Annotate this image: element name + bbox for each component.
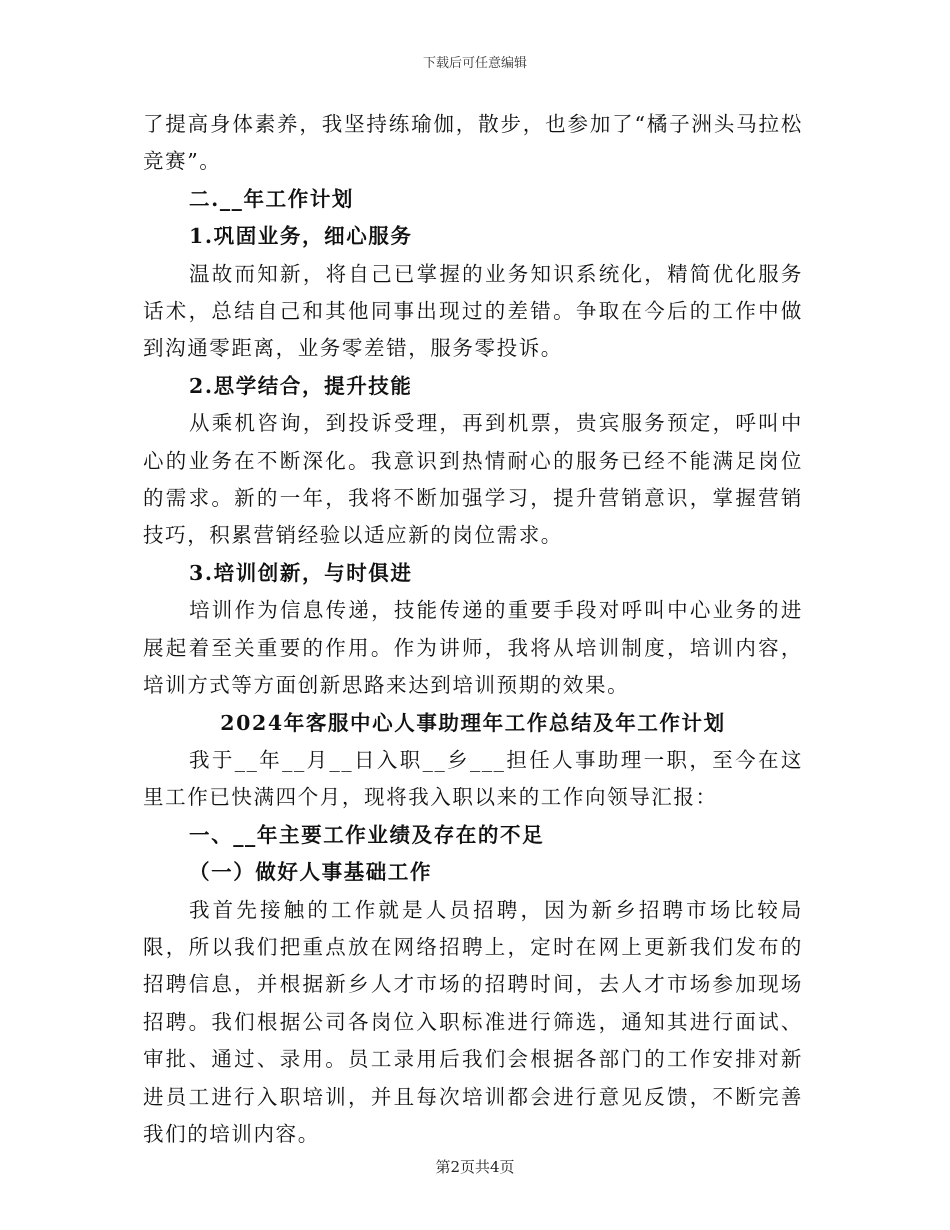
heading-section-1: 一、__年主要工作业绩及存在的不足 — [189, 822, 545, 847]
document-title: 2024年客服中心人事助理年工作总结及年工作计划 — [220, 710, 726, 735]
heading-plan-item-2: 2.思学结合，提升技能 — [189, 373, 413, 398]
page-header: 下载后可任意编辑 — [422, 56, 527, 71]
heading-subsection-1: （一）做好人事基础工作 — [189, 860, 433, 885]
paragraph-plan-item-1: 温故而知新，将自己已掌握的业务知识系统化，精简优化服务话术，总结自己和其他同事出现过的差错。争取在今后的工作中做到沟通零距离，业务零差错，服务零投诉。 — [143, 261, 803, 361]
paragraph-fitness: 了提高身体素养，我坚持练瑜伽，散步，也参加了“橘子洲头马拉松竞赛”。 — [143, 112, 803, 174]
paragraph-plan-item-3: 培训作为信息传递，技能传递的重要手段对呼叫中心业务的进展起着至关重要的作用。作为讲师，我将从培训制度，培训内容，培训方式等方面创新思路来达到培训预期的效果。 — [143, 598, 803, 698]
paragraph-intro: 我于__年__月__日入职__乡___担任人事助理一职，至今在这里工作已快满四个月，现将我入职以来的工作向领导汇报： — [143, 747, 803, 810]
page-footer: 第2页共4页 — [435, 1158, 515, 1176]
heading-work-plan: 二.__年工作计划 — [189, 186, 355, 211]
heading-plan-item-3: 3.培训创新，与时俱进 — [189, 560, 413, 585]
heading-plan-item-1: 1.巩固业务，细心服务 — [189, 224, 413, 249]
document-body — [143, 106, 803, 1153]
paragraph-plan-item-2: 从乘机咨询，到投诉受理，再到机票，贵宾服务预定，呼叫中心的业务在不断深化。我意识到热情耐心的服务已经不能满足岗位的需求。新的一年，我将不断加强学习，提升营销意识，掌握营销技巧，积累营销经验以适应新的岗位需求。 — [143, 411, 803, 548]
paragraph-recruitment: 我首先接触的工作就是人员招聘，因为新乡招聘市场比较局限，所以我们把重点放在网络招聘上，定时在网上更新我们发布的招聘信息，并根据新乡人才市场的招聘时间，去人才市场参加现场招聘。我们根据公司各岗位入职标准进行筛选，通知其进行面试、审批、通过、录用。员工录用后我们会根据各部门的工作安排对新进员工进行入职培训，并且每次培训都会进行意见反馈，不断完善我们的培训内容。 — [143, 897, 803, 1146]
